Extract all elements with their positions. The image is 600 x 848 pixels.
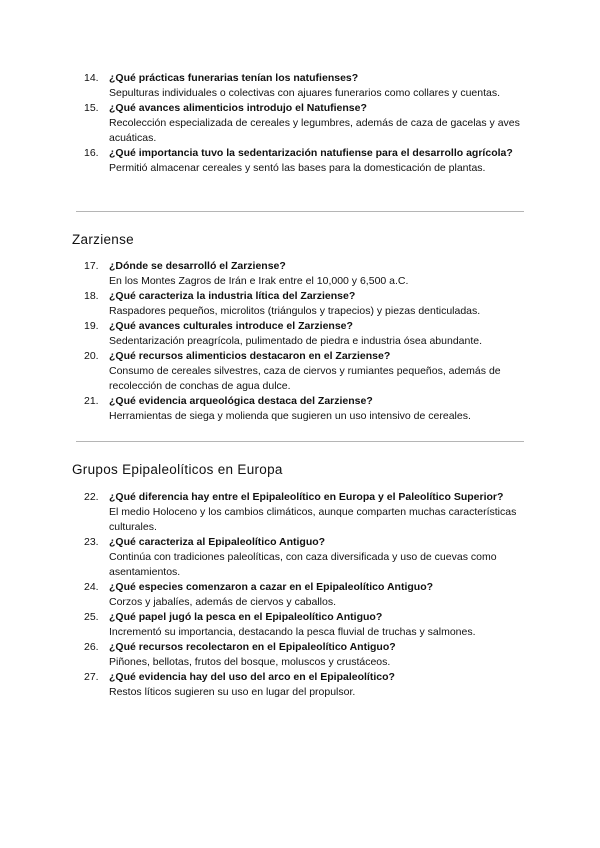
question-number: 16. — [84, 147, 99, 159]
answer-text: Sedentarización preagrícola, pulimentado de piedra e industria ósea abundante. — [109, 335, 483, 347]
question-number: 20. — [84, 350, 99, 362]
question-number: 22. — [84, 491, 99, 503]
qa-item — [0, 640, 600, 670]
question-number: 19. — [84, 320, 99, 332]
question-number: 21. — [84, 395, 99, 407]
question-text: ¿Qué recursos recolectaron en el Epipaleolítico Antiguo? — [109, 641, 396, 653]
question-text: ¿Qué evidencia hay del uso del arco en el Epipaleolítico? — [109, 671, 395, 683]
answer-text: Restos líticos sugieren su uso en lugar del propulsor. — [109, 686, 356, 698]
question-number: 24. — [84, 581, 99, 593]
question-text: ¿Qué caracteriza la industria lítica del Zarziense? — [109, 290, 356, 302]
answer-text: El medio Holoceno y los cambios climáticos, aunque comparten muchas características culturales. — [109, 506, 517, 533]
section-divider — [76, 211, 524, 212]
qa-item — [0, 394, 600, 424]
qa-item — [0, 319, 600, 349]
qa-item — [0, 289, 600, 319]
qa-list-natufiense — [0, 71, 600, 176]
question-text: ¿Dónde se desarrolló el Zarziense? — [109, 260, 286, 272]
answer-text: Permitió almacenar cereales y sentó las bases para la domesticación de plantas. — [109, 162, 486, 174]
question-text: ¿Qué prácticas funerarias tenían los natufienses? — [109, 72, 359, 84]
qa-item — [0, 71, 600, 101]
question-text: ¿Qué avances alimenticios introdujo el Natufiense? — [109, 102, 367, 114]
qa-item — [0, 146, 600, 176]
question-number: 15. — [84, 102, 99, 114]
section-divider — [76, 441, 524, 442]
qa-item — [0, 670, 600, 700]
question-text: ¿Qué avances culturales introduce el Zarziense? — [109, 320, 353, 332]
answer-text: Piñones, bellotas, frutos del bosque, moluscos y crustáceos. — [109, 656, 391, 668]
answer-text: Incrementó su importancia, destacando la pesca fluvial de truchas y salmones. — [109, 626, 476, 638]
question-text: ¿Qué papel jugó la pesca en el Epipaleolítico Antiguo? — [109, 611, 383, 623]
qa-item — [0, 610, 600, 640]
section-heading-europa: Grupos Epipaleolíticos en Europa — [72, 462, 283, 477]
answer-text: Herramientas de siega y molienda que sugieren un uso intensivo de cereales. — [109, 410, 471, 422]
section-heading-zarziense: Zarziense — [72, 232, 134, 247]
answer-text: En los Montes Zagros de Irán e Irak entre el 10,000 y 6,500 a.C. — [109, 275, 409, 287]
qa-list-europa — [0, 490, 600, 700]
qa-item — [0, 101, 600, 146]
question-text: ¿Qué recursos alimenticios destacaron en el Zarziense? — [109, 350, 391, 362]
question-text: ¿Qué diferencia hay entre el Epipaleolítico en Europa y el Paleolítico Superior? — [109, 491, 504, 503]
qa-item — [0, 490, 600, 535]
question-number: 17. — [84, 260, 99, 272]
question-text: ¿Qué especies comenzaron a cazar en el Epipaleolítico Antiguo? — [109, 581, 434, 593]
question-number: 18. — [84, 290, 99, 302]
answer-text: Consumo de cereales silvestres, caza de ciervos y rumiantes pequeños, además de recolección de conchas de agua dulce. — [109, 365, 501, 392]
question-text: ¿Qué caracteriza al Epipaleolítico Antiguo? — [109, 536, 326, 548]
answer-text: Corzos y jabalíes, además de ciervos y caballos. — [109, 596, 337, 608]
answer-text: Continúa con tradiciones paleolíticas, con caza diversificada y uso de cuevas como asentamientos. — [109, 551, 497, 578]
qa-item — [0, 349, 600, 394]
question-number: 27. — [84, 671, 99, 683]
qa-item — [0, 259, 600, 289]
question-text: ¿Qué importancia tuvo la sedentarización natufiense para el desarrollo agrícola? — [109, 147, 513, 159]
answer-text: Raspadores pequeños, microlitos (triángulos y trapecios) y piezas denticuladas. — [109, 305, 481, 317]
question-number: 14. — [84, 72, 99, 84]
answer-text: Sepulturas individuales o colectivas con ajuares funerarios como collares y cuentas. — [109, 87, 501, 99]
question-number: 26. — [84, 641, 99, 653]
qa-list-zarziense — [0, 259, 600, 424]
qa-item — [0, 535, 600, 580]
question-text: ¿Qué evidencia arqueológica destaca del Zarziense? — [109, 395, 373, 407]
question-number: 25. — [84, 611, 99, 623]
answer-text: Recolección especializada de cereales y legumbres, además de caza de gacelas y aves acuáticas. — [109, 117, 520, 144]
qa-item — [0, 580, 600, 610]
question-number: 23. — [84, 536, 99, 548]
